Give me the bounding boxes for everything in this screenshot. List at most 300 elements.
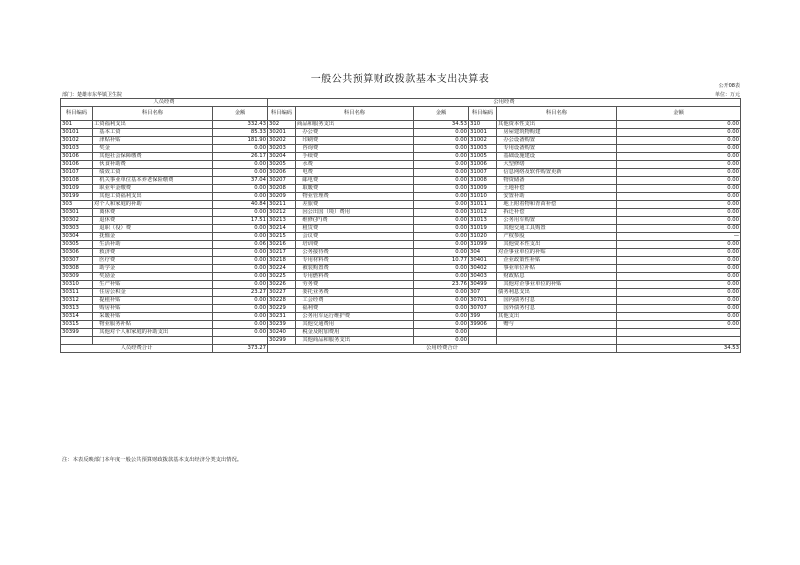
personnel-name: 其他社会保障缴费 [93,153,213,161]
capital-name: 财政贴息 [497,273,617,281]
public-code: 30228 [268,297,296,305]
public-name: 其他商品和服务支出 [296,337,414,345]
capital-code [469,329,497,337]
public-code: 30226 [268,281,296,289]
personnel-amount: 85.33 [213,129,268,137]
personnel-name: 其他工资福利支出 [93,193,213,201]
personnel-code: 30101 [61,129,93,137]
public-amount: 0.00 [414,249,469,257]
capital-code: 399 [469,313,497,321]
capital-amount: 0.00 [617,313,741,321]
public-amount: 0.00 [414,233,469,241]
capital-amount: 0.00 [617,249,741,257]
capital-code: 30402 [469,265,497,273]
header-amount: 金额 [414,107,469,121]
capital-amount: 0.00 [617,161,741,169]
personnel-amount: 0.00 [213,161,268,169]
personnel-code: 30314 [61,313,93,321]
personnel-amount: 0.00 [213,193,268,201]
public-name: 其他交通费用 [296,321,414,329]
capital-name: 国内债务付息 [497,297,617,305]
capital-code: 39906 [469,321,497,329]
expenditure-table [60,98,741,353]
capital-name: 专用设备购置 [497,145,617,153]
personnel-amount: 23.27 [213,289,268,297]
personnel-amount: 0.00 [213,209,268,217]
capital-amount: 0.00 [617,265,741,273]
table-row [61,249,741,257]
public-code: 30231 [268,313,296,321]
public-name: 电费 [296,169,414,177]
capital-name: 其他对企事业单位的补贴 [497,281,617,289]
capital-name: 国外债务付息 [497,305,617,313]
public-name: 专用材料费 [296,257,414,265]
personnel-code: 30313 [61,305,93,313]
public-code: 30201 [268,129,296,137]
public-name: 咨询费 [296,145,414,153]
table-row [61,177,741,185]
capital-amount: 0.00 [617,193,741,201]
header-name: 科目名称 [93,107,213,121]
totals-row [61,345,741,353]
capital-amount: 0.00 [617,185,741,193]
capital-code: 31007 [469,169,497,177]
personnel-code: 30102 [61,137,93,145]
table-row [61,265,741,273]
public-name: 培训费 [296,241,414,249]
capital-name: 其他资本性支出 [497,121,617,129]
table-row [61,329,741,337]
public-amount: 0.00 [414,129,469,137]
public-amount: 0.00 [414,177,469,185]
capital-code: 31003 [469,145,497,153]
capital-amount: 0.00 [617,217,741,225]
table-row [61,337,741,345]
personnel-code: 30312 [61,297,93,305]
capital-code: 30707 [469,305,497,313]
personnel-code [61,337,93,345]
personnel-amount: 0.00 [213,145,268,153]
public-code: 30299 [268,337,296,345]
personnel-code: 30308 [61,265,93,273]
capital-amount: 0.00 [617,281,741,289]
personnel-name: 退职（役）费 [93,225,213,233]
table-row [61,129,741,137]
public-code: 30213 [268,217,296,225]
personnel-code: 30103 [61,145,93,153]
public-name: 会议费 [296,233,414,241]
public-code: 30207 [268,177,296,185]
table-row [61,321,741,329]
personnel-name: 救济费 [93,249,213,257]
capital-amount: 0.00 [617,289,741,297]
capital-code [469,337,497,345]
capital-amount: 0.00 [617,145,741,153]
capital-name: 产权参股 [497,233,617,241]
public-name: 工会经费 [296,297,414,305]
public-amount: 0.00 [414,161,469,169]
public-amount: 0.00 [414,297,469,305]
table-row [61,289,741,297]
capital-amount: 0.00 [617,257,741,265]
personnel-amount: 0.00 [213,313,268,321]
capital-name: 拆迁补偿 [497,209,617,217]
public-code: 30225 [268,273,296,281]
personnel-name [93,337,213,345]
public-code: 30212 [268,209,296,217]
capital-amount: 0.00 [617,209,741,217]
capital-amount: — [617,233,741,241]
capital-amount: 0.00 [617,129,741,137]
capital-code: 31019 [469,225,497,233]
capital-amount [617,337,741,345]
personnel-name: 住房公积金 [93,289,213,297]
capital-name: 其他交通工具购置 [497,225,617,233]
capital-name: 土地补偿 [497,185,617,193]
personnel-amount [213,337,268,345]
personnel-name: 生活补助 [93,241,213,249]
header-code: 科目编码 [469,107,497,121]
capital-code: 31008 [469,177,497,185]
table-row [61,281,741,289]
public-amount: 0.00 [414,153,469,161]
public-amount: 0.00 [414,209,469,217]
capital-name: 事业单位补贴 [497,265,617,273]
personnel-code: 30303 [61,225,93,233]
personnel-code: 30106 [61,153,93,161]
public-amount: 0.00 [414,137,469,145]
table-row [61,297,741,305]
public-code: 30240 [268,329,296,337]
table-row [61,241,741,249]
personnel-code: 30315 [61,321,93,329]
capital-code: 30701 [469,297,497,305]
header-name: 科目名称 [296,107,414,121]
personnel-name: 退休费 [93,217,213,225]
public-amount: 0.00 [414,201,469,209]
table-row [61,137,741,145]
capital-name: 公务用车购置 [497,217,617,225]
public-name: 公务用车运行维护费 [296,313,414,321]
personnel-code: 30309 [61,273,93,281]
capital-code: 31005 [469,153,497,161]
header-code: 科目编码 [268,107,296,121]
capital-name [497,329,617,337]
public-amount: 0.00 [414,241,469,249]
capital-amount: 0.00 [617,321,741,329]
public-code: 30204 [268,153,296,161]
personnel-amount: 0.00 [213,297,268,305]
personnel-amount: 37.04 [213,177,268,185]
public-amount: 0.00 [414,305,469,313]
unit-label: 单位：万元 [714,92,740,98]
capital-amount: 0.00 [617,121,741,129]
public-name: 邮电费 [296,177,414,185]
capital-name: 债务利息支出 [497,289,617,297]
personnel-code: 30108 [61,177,93,185]
table-row [61,161,741,169]
personnel-name: 对个人和家庭的补助 [93,201,213,209]
capital-name: 其他支出 [497,313,617,321]
capital-name: 对企事业单位的补贴 [497,249,617,257]
public-name: 印刷费 [296,137,414,145]
public-amount: 34.53 [414,121,469,129]
public-code: 30214 [268,225,296,233]
header-amount: 金额 [213,107,268,121]
public-code: 30208 [268,185,296,193]
personnel-amount: 17.51 [213,217,268,225]
public-name: 取暖费 [296,185,414,193]
public-name: 福利费 [296,305,414,313]
capital-code: 307 [469,289,497,297]
personnel-name: 工资福利支出 [93,121,213,129]
public-code: 30217 [268,249,296,257]
capital-name: 房屋建筑物购建 [497,129,617,137]
capital-name: 其他资本性支出 [497,241,617,249]
capital-code: 30499 [469,281,497,289]
table-row [61,153,741,161]
personnel-name: 生产补贴 [93,281,213,289]
capital-code: 30401 [469,257,497,265]
public-amount: 10.77 [414,257,469,265]
public-code: 30218 [268,257,296,265]
capital-code: 31001 [469,129,497,137]
public-code: 30202 [268,137,296,145]
personnel-name: 其他对个人和家庭的补助支出 [93,329,213,337]
public-name: 水费 [296,161,414,169]
personnel-name: 物业服务补贴 [93,321,213,329]
personnel-code: 30106 [61,161,93,169]
personnel-amount: 0.06 [213,241,268,249]
personnel-name: 助学金 [93,265,213,273]
footnote: 注：本表反映部门本年度一般公共预算财政拨款基本支出经济分类支出情况。 [62,457,243,463]
public-name: 商品和服务支出 [296,121,414,129]
department-label: 部门：楚雄市东华镇卫生院 [62,92,123,98]
table-row [61,225,741,233]
capital-name: 企业政策性补贴 [497,257,617,265]
personnel-amount: 181.90 [213,137,268,145]
header-amount: 金额 [617,107,741,121]
header-code: 科目编码 [61,107,93,121]
capital-name: 物资储备 [497,177,617,185]
capital-code: 31009 [469,185,497,193]
section-personnel: 人员经费 [61,99,268,107]
personnel-amount: 0.00 [213,233,268,241]
public-name: 差旅费 [296,201,414,209]
personnel-code: 303 [61,201,93,209]
public-amount: 0.00 [414,193,469,201]
capital-amount: 0.00 [617,137,741,145]
personnel-name: 津贴补贴 [93,137,213,145]
public-name: 被装购置费 [296,265,414,273]
personnel-code: 301 [61,121,93,129]
table-row [61,169,741,177]
personnel-amount: 0.00 [213,321,268,329]
table-row [61,217,741,225]
capital-amount: 0.00 [617,305,741,313]
public-code: 30227 [268,289,296,297]
personnel-amount: 0.00 [213,169,268,177]
personnel-total-amount: 373.27 [213,345,268,353]
personnel-amount: 0.00 [213,281,268,289]
public-amount: 0.00 [414,329,469,337]
capital-name: 赠与 [497,321,617,329]
table-row [61,313,741,321]
personnel-code: 30399 [61,329,93,337]
capital-name [497,337,617,345]
capital-amount: 0.00 [617,177,741,185]
personnel-code: 30107 [61,169,93,177]
personnel-code: 30310 [61,281,93,289]
personnel-code: 30306 [61,249,93,257]
personnel-code: 30305 [61,241,93,249]
public-name: 维修(护)费 [296,217,414,225]
capital-code: 31013 [469,217,497,225]
public-amount: 0.00 [414,289,469,297]
personnel-name: 伙食补助费 [93,161,213,169]
capital-code: 31006 [469,161,497,169]
personnel-name: 职业年金缴费 [93,185,213,193]
personnel-name: 医疗费 [93,257,213,265]
personnel-code: 30199 [61,193,93,201]
personnel-amount: 26.17 [213,153,268,161]
public-code: 30224 [268,265,296,273]
capital-code: 31002 [469,137,497,145]
personnel-name: 购房补贴 [93,305,213,313]
personnel-amount: 0.00 [213,329,268,337]
capital-code: 310 [469,121,497,129]
public-amount: 0.00 [414,217,469,225]
public-amount: 0.00 [414,321,469,329]
public-amount: 0.00 [414,225,469,233]
public-name: 手续费 [296,153,414,161]
public-code: 30203 [268,145,296,153]
personnel-amount: 0.00 [213,225,268,233]
capital-amount: 0.00 [617,297,741,305]
public-code: 30205 [268,161,296,169]
public-name: 委托业务费 [296,289,414,297]
personnel-amount: 0.00 [213,185,268,193]
table-row [61,233,741,241]
capital-amount: 0.00 [617,169,741,177]
public-amount: 0.00 [414,265,469,273]
capital-code: 31012 [469,209,497,217]
personnel-code: 30304 [61,233,93,241]
personnel-amount: 0.00 [213,265,268,273]
personnel-name: 奖金 [93,145,213,153]
personnel-name: 离休费 [93,209,213,217]
public-code: 30229 [268,305,296,313]
capital-code: 30403 [469,273,497,281]
personnel-amount: 0.00 [213,257,268,265]
public-amount: 0.00 [414,337,469,345]
public-amount: 0.00 [414,185,469,193]
capital-name: 地上附着物和青苗补偿 [497,201,617,209]
capital-code: 31010 [469,193,497,201]
personnel-amount: 0.00 [213,305,268,313]
table-row [61,273,741,281]
personnel-name: 基本工资 [93,129,213,137]
public-total-amount: 34.53 [617,345,741,353]
personnel-amount: 332.43 [213,121,268,129]
public-name: 物业管理费 [296,193,414,201]
capital-amount: 0.00 [617,273,741,281]
public-code: 30209 [268,193,296,201]
capital-code: 304 [469,249,497,257]
table-row [61,209,741,217]
capital-name: 安置补助 [497,193,617,201]
public-code: 30211 [268,201,296,209]
personnel-name: 采暖补贴 [93,313,213,321]
table-row [61,193,741,201]
public-name: 租赁费 [296,225,414,233]
capital-amount: 0.00 [617,241,741,249]
table-row [61,185,741,193]
personnel-total-label: 人员经费合计 [61,345,213,353]
form-number: 公开08表 [718,83,740,89]
section-public: 公用经费 [268,99,741,107]
capital-code: 31099 [469,241,497,249]
capital-amount: 0.00 [617,153,741,161]
personnel-name: 提租补贴 [93,297,213,305]
personnel-amount: 0.00 [213,249,268,257]
capital-code: 31020 [469,233,497,241]
personnel-code: 30311 [61,289,93,297]
public-amount: 23.76 [414,281,469,289]
table-row [61,145,741,153]
capital-name: 基础设施建设 [497,153,617,161]
personnel-name: 抚恤金 [93,233,213,241]
public-amount: 0.00 [414,145,469,153]
public-amount: 0.00 [414,313,469,321]
personnel-amount: 0.00 [213,273,268,281]
personnel-name: 奖励金 [93,273,213,281]
public-amount: 0.00 [414,273,469,281]
personnel-name: 机关事业单位基本养老保险缴费 [93,177,213,185]
public-code: 30206 [268,169,296,177]
public-amount: 0.00 [414,169,469,177]
public-name: 公务接待费 [296,249,414,257]
public-name: 专用燃料费 [296,273,414,281]
capital-name: 信息网络及软件购置更新 [497,169,617,177]
personnel-code: 30302 [61,217,93,225]
page-title: 一般公共预算财政拨款基本支出决算表 [310,74,490,85]
capital-amount: 0.00 [617,225,741,233]
personnel-code: 30307 [61,257,93,265]
table-row [61,201,741,209]
personnel-code: 30109 [61,185,93,193]
public-name: 因公出国（境）费用 [296,209,414,217]
public-name: 税金及附加费用 [296,329,414,337]
capital-name: 大型修缮 [497,161,617,169]
public-code: 30239 [268,321,296,329]
header-name: 科目名称 [497,107,617,121]
personnel-code: 30301 [61,209,93,217]
table-row [61,305,741,313]
public-code: 302 [268,121,296,129]
public-code: 30215 [268,233,296,241]
capital-amount [617,329,741,337]
table-row [61,121,741,129]
public-name: 办公费 [296,129,414,137]
public-total-label: 公用经费合计 [268,345,617,353]
capital-name: 办公设备购置 [497,137,617,145]
table-row [61,257,741,265]
personnel-name: 绩效工资 [93,169,213,177]
capital-code: 31011 [469,201,497,209]
public-name: 劳务费 [296,281,414,289]
public-code: 30216 [268,241,296,249]
